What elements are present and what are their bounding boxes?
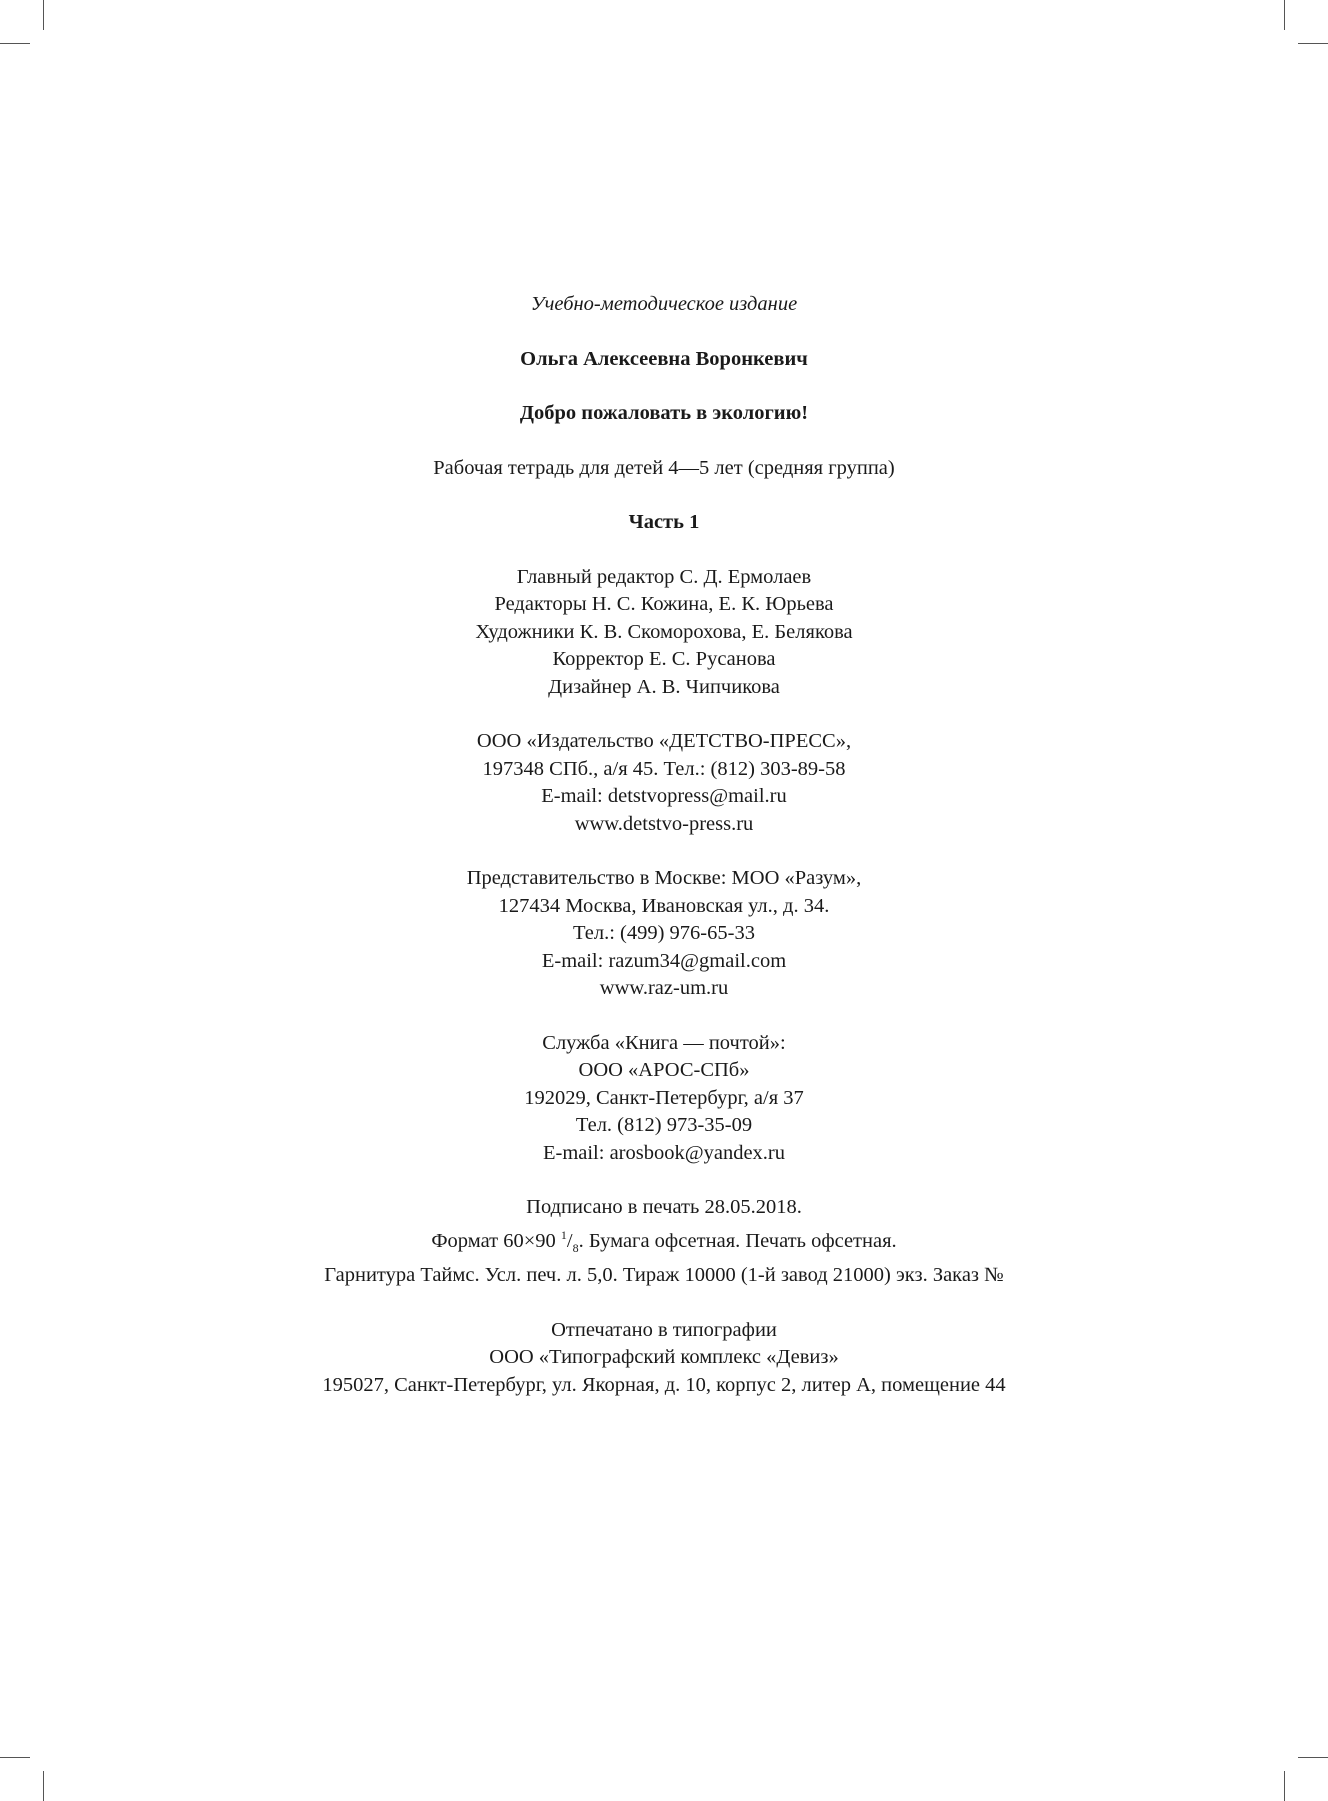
typeface-line: Гарнитура Таймс. Усл. печ. л. 5,0. Тираж 10000 (1-й завод 21000) экз. Заказ №: [324, 1264, 1004, 1286]
signed-date: Подписано в печать 28.05.2018.: [526, 1196, 802, 1218]
mail-service-line: Тел. (812) 973-35-09: [575, 1114, 753, 1136]
format-fraction-slash: /: [566, 1229, 573, 1252]
mail-service-line: Служба «Книга — почтой»:: [542, 1031, 786, 1054]
mail-service-block: [0, 1030, 1328, 1168]
format-prefix: Формат 60×90: [431, 1229, 561, 1252]
publisher-email[interactable]: E-mail: detstvopress@mail.ru: [541, 785, 787, 807]
moscow-email[interactable]: E-mail: razum34@gmail.com: [541, 949, 787, 972]
publisher-line: 197348 СПб., а/я 45. Тел.: (812) 303-89-58: [482, 757, 846, 780]
edition-type: Учебно-методическое издание: [530, 293, 798, 315]
printer-line: ООО «Типографский комплекс «Девиз»: [489, 1346, 839, 1368]
crop-mark-bottom-right: [1284, 1771, 1285, 1801]
printer-line: Отпечатано в типографии: [551, 1318, 777, 1341]
crop-mark-top-left-h: [0, 43, 30, 44]
mail-service-line: ООО «АРОС-СПб»: [578, 1059, 750, 1081]
author-name: Ольга Алексеевна Воронкевич: [520, 347, 808, 370]
credit-line: Художники К. В. Скоморохова, Е. Белякова: [475, 620, 853, 643]
crop-mark-bottom-left: [43, 1771, 44, 1801]
moscow-line: 127434 Москва, Ивановская ул., д. 34.: [498, 894, 830, 917]
credit-line: Редакторы Н. С. Кожина, Е. К. Юрьева: [494, 593, 834, 615]
format-fraction-denominator: 8: [572, 1240, 579, 1255]
crop-mark-bottom-right-h: [1298, 1757, 1328, 1758]
crop-mark-bottom-left-h: [0, 1757, 30, 1758]
crop-mark-top-right: [1284, 0, 1285, 30]
credit-line: Корректор Е. С. Русанова: [552, 648, 776, 670]
printer-block: [0, 1317, 1328, 1400]
crop-mark-top-right-h: [1298, 43, 1328, 44]
printer-line: 195027, Санкт-Петербург, ул. Якорная, д. 10, корпус 2, литер А, помещение 44: [322, 1373, 1006, 1396]
credit-line: Главный редактор С. Д. Ермолаев: [516, 565, 812, 588]
crop-mark-top-left: [43, 0, 44, 30]
publisher-line: ООО «Издательство «ДЕТСТВО-ПРЕСС»,: [476, 730, 852, 752]
format-line: [0, 1222, 1328, 1263]
moscow-line: Представительство в Москве: МОО «Разум»,: [466, 867, 862, 889]
book-part: Часть 1: [628, 511, 700, 533]
format-suffix: . Бумага офсетная. Печать офсетная.: [578, 1229, 897, 1252]
publisher-website[interactable]: www.detstvo-press.ru: [574, 812, 754, 835]
imprint-page: [0, 291, 1328, 1399]
credits-block: [0, 564, 1328, 702]
mail-service-email[interactable]: E-mail: arosbook@yandex.ru: [542, 1141, 786, 1164]
credit-line: Дизайнер А. В. Чипчикова: [548, 675, 780, 698]
publisher-block: [0, 728, 1328, 838]
moscow-website[interactable]: www.raz-um.ru: [599, 977, 729, 999]
print-info-block: [0, 1194, 1328, 1290]
moscow-office-block: [0, 865, 1328, 1003]
book-series: Рабочая тетрадь для детей 4—5 лет (средняя группа): [433, 456, 895, 479]
mail-service-line: 192029, Санкт-Петербург, а/я 37: [524, 1086, 804, 1109]
book-title: Добро пожаловать в экологию!: [519, 402, 809, 424]
format-fraction-numerator: 1: [560, 1227, 567, 1242]
moscow-line: Тел.: (499) 976-65-33: [573, 922, 755, 944]
